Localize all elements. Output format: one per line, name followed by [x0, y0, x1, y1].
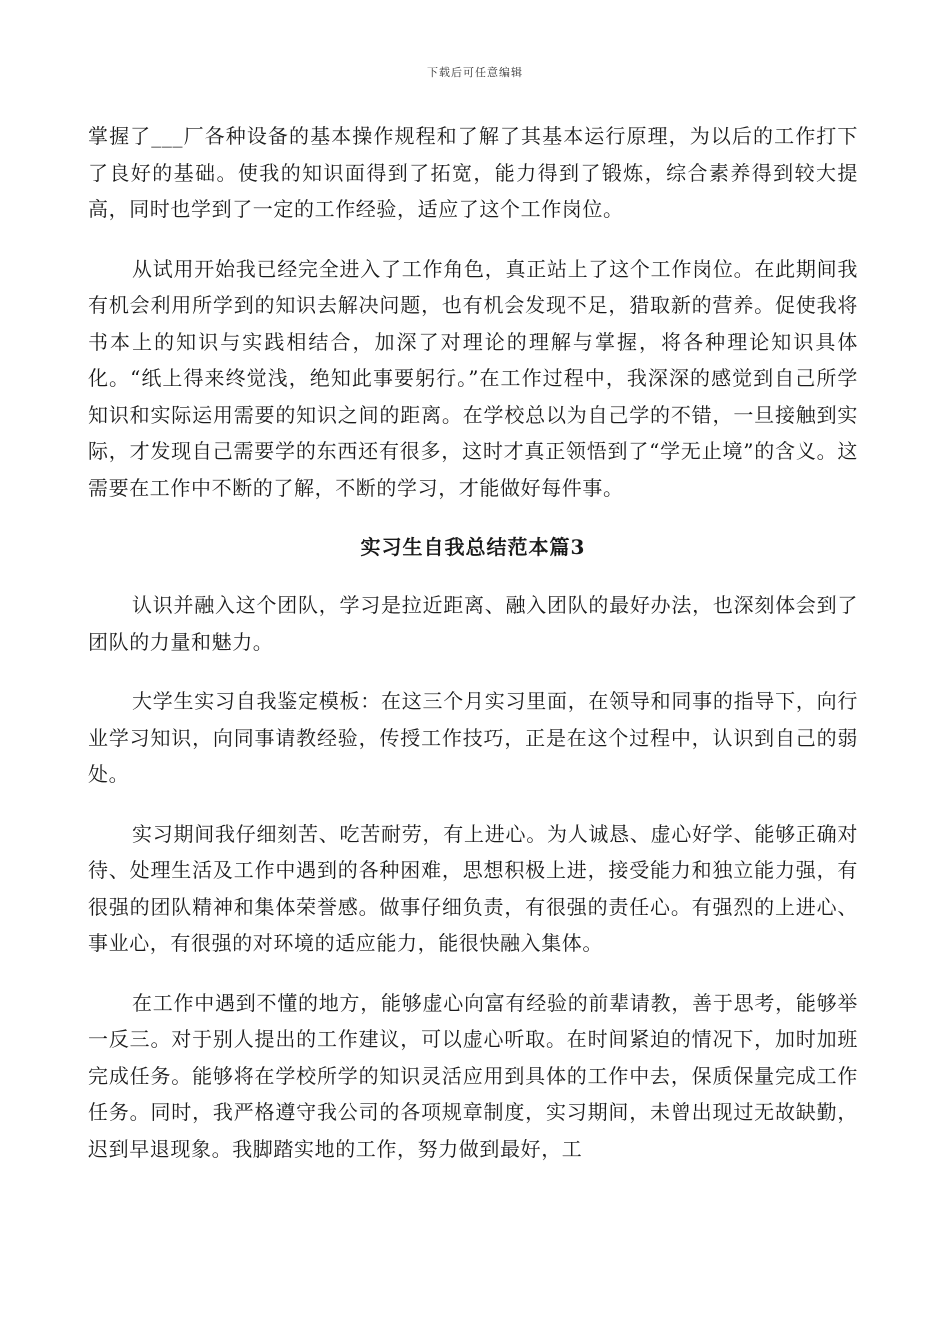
paragraph: 掌握了___厂各种设备的基本操作规程和了解了其基本运行原理，为以后的工作打下了良好的基础。使我的知识面得到了拓宽，能力得到了锻炼，综合素养得到较大提高，同时也学到了一定的工作经验，适应了这个工作岗位。 [88, 124, 858, 221]
paragraph: 从试用开始我已经完全进入了工作角色，真正站上了这个工作岗位。在此期间我有机会利用所学到的知识去解决问题，也有机会发现不足，猎取新的营养。促使我将书本上的知识与实践相结合，加深了对理论的理解与掌握，将各种理论知识具体化。“纸上得来终觉浅，绝知此事要躬行。”在工作过程中，我深深的感觉到自己所学知识和实际运用需要的知识之间的距离。在学校总以为自己学的不错，一旦接触到实际，才发现自己需要学的东西还有很多，这时才真正领悟到了“学无止境”的含义。这需要在工作中不断的了解，不断的学习，才能做好每件事。 [88, 256, 858, 500]
paragraph: 大学生实习自我鉴定模板：在这三个月实习里面，在领导和同事的指导下，向行业学习知识，向同事请教经验，传授工作技巧，正是在这个过程中，认识到自己的弱处。 [88, 689, 858, 786]
paragraph: 在工作中遇到不懂的地方，能够虚心向富有经验的前辈请教，善于思考，能够举一反三。对于别人提出的工作建议，可以虚心听取。在时间紧迫的情况下，加时加班完成任务。能够将在学校所学的知识灵活应用到具体的工作中去，保质保量完成工作任务。同时，我严格遵守我公司的各项规章制度，实习期间，未曾出现过无故缺勤，迟到早退现象。我脚踏实地的工作，努力做到最好，工 [88, 990, 858, 1161]
page-header: 下载后可任意编辑 [427, 66, 523, 79]
paragraph: 认识并融入这个团队，学习是拉近距离、融入团队的最好办法，也深刻体会到了团队的力量和魅力。 [88, 593, 858, 654]
paragraph: 实习期间我仔细刻苦、吃苦耐劳，有上进心。为人诚恳、虚心好学、能够正确对待、处理生活及工作中遇到的各种困难，思想积极上进，接受能力和独立能力强，有很强的团队精神和集体荣誉感。做事仔细负责，有很强的责任心。有强烈的上进心、事业心，有很强的对环境的适应能力，能很快融入集体。 [88, 821, 858, 955]
document-body [88, 118, 858, 1190]
section-title: 实习生自我总结范本篇3 [360, 535, 586, 559]
